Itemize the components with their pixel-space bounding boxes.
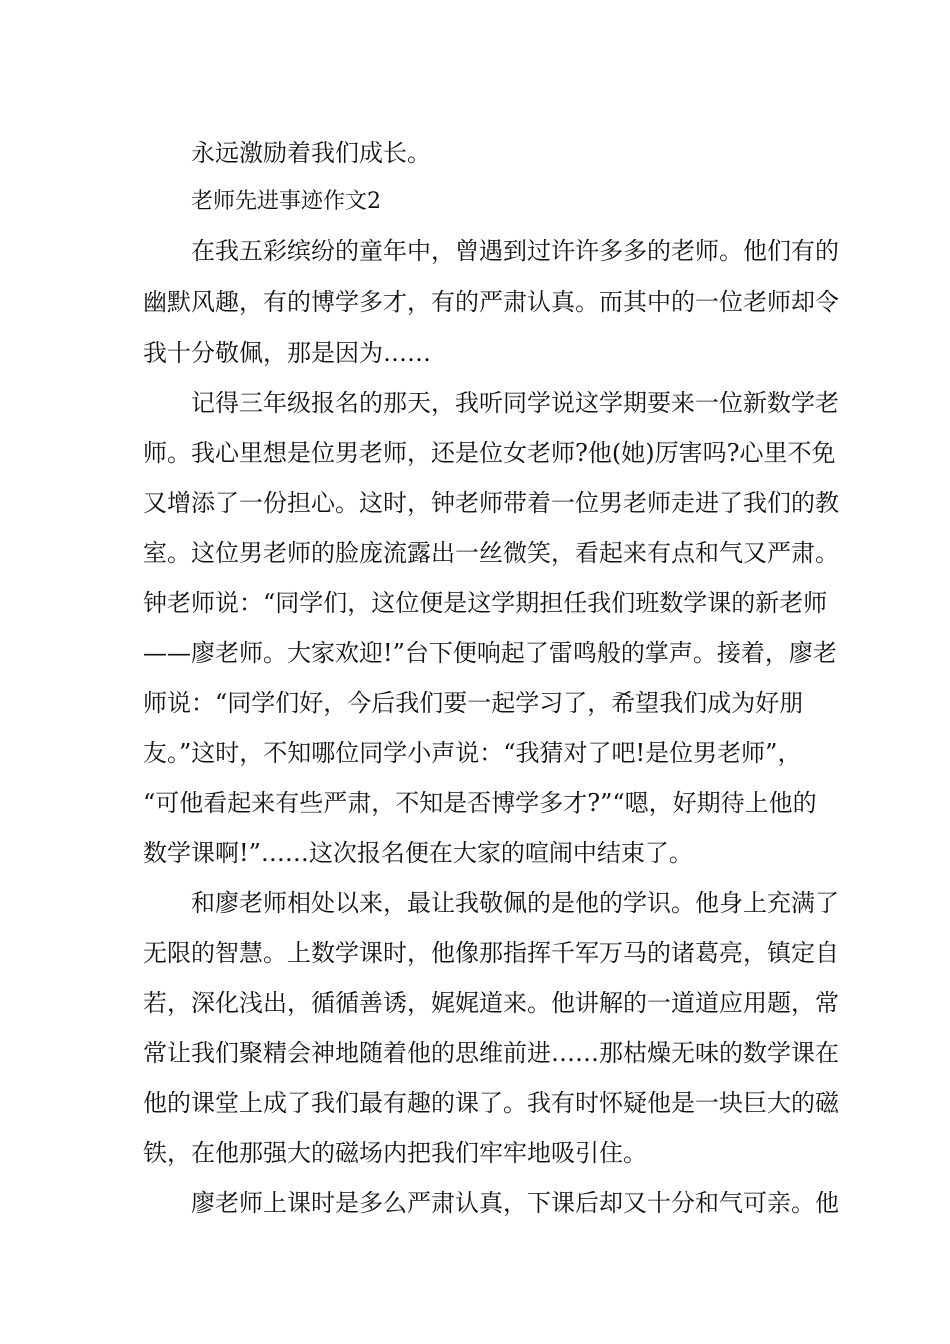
paragraph-line: 在我五彩缤纷的童年中，曾遇到过许许多多的老师。他们有的 (191, 237, 839, 265)
paragraph-line: 又增添了一份担心。这时，钟老师带着一位男老师走进了我们的教 (143, 489, 839, 517)
paragraph-line: 常让我们聚精会神地随着他的思维前进……那枯燥无味的数学课在 (143, 1039, 839, 1067)
paragraph-line: 记得三年级报名的那天，我听同学说这学期要来一位新数学老 (191, 389, 839, 417)
paragraph-line: 数学课啊!”……这次报名便在大家的喧闹中结束了。 (143, 839, 693, 867)
paragraph-line: 钟老师说：“同学们，这位便是这学期担任我们班数学课的新老师 (143, 589, 828, 617)
paragraph-line: 幽默风趣，有的博学多才，有的严肃认真。而其中的一位老师却令 (143, 288, 839, 316)
paragraph-line: 廖老师上课时是多么严肃认真，下课后却又十分和气可亲。他 (191, 1189, 839, 1217)
paragraph-line: 友。”这时，不知哪位同学小声说：“我猜对了吧!是位男老师”， (143, 739, 802, 767)
paragraph-line: 无限的智慧。上数学课时，他像那指挥千军万马的诸葛亮，镇定自 (143, 939, 839, 967)
paragraph-line: ——廖老师。大家欢迎!”台下便响起了雷鸣般的掌声。接着，廖老 (143, 639, 837, 667)
paragraph-line: 师。我心里想是位男老师，还是位女老师?他(她)厉害吗?心里不免 (143, 439, 836, 467)
section-heading: 老师先进事迹作文2 (191, 189, 381, 214)
paragraph-line: 和廖老师相处以来，最让我敬佩的是他的学识。他身上充满了 (191, 889, 839, 917)
paragraph-line: 师说：“同学们好，今后我们要一起学习了，希望我们成为好朋 (143, 689, 804, 717)
paragraph-line: 室。这位男老师的脸庞流露出一丝微笑，看起来有点和气又严肃。 (143, 539, 839, 567)
paragraph-line: 铁，在他那强大的磁场内把我们牢牢地吸引住。 (143, 1139, 647, 1167)
paragraph-line: 若，深化浅出，循循善诱，娓娓道来。他讲解的一道道应用题，常 (143, 989, 839, 1017)
paragraph-line: “可他看起来有些严肃，不知是否博学多才?”“嗯，好期待上他的 (143, 789, 817, 817)
paragraph-line: 永远激励着我们成长。 (191, 139, 431, 167)
paragraph-line: 他的课堂上成了我们最有趣的课了。我有时怀疑他是一块巨大的磁 (143, 1089, 839, 1117)
paragraph-line: 我十分敬佩，那是因为…… (143, 339, 431, 367)
